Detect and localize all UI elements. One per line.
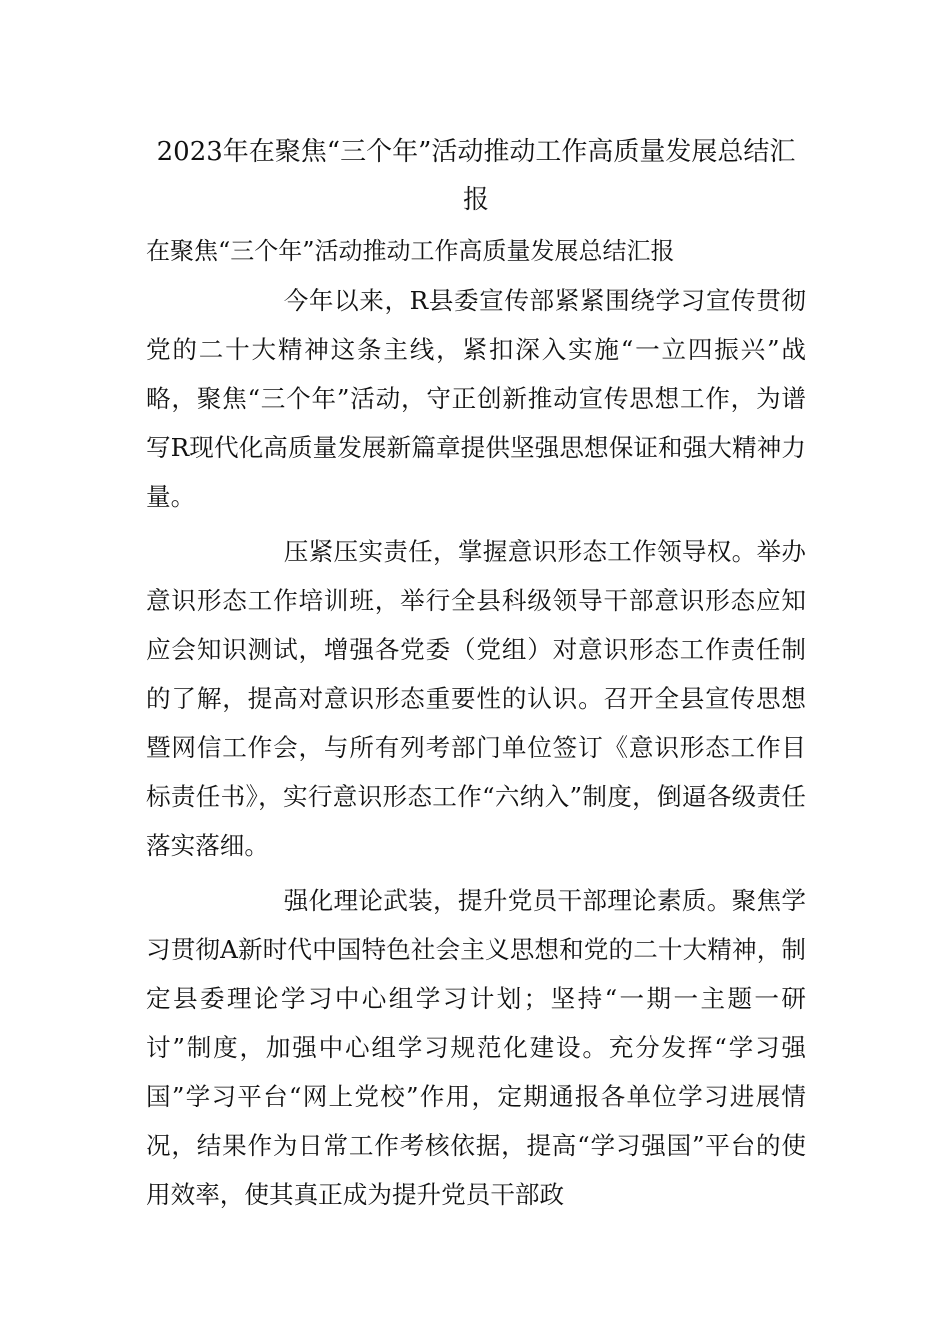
document-page: [146, 128, 806, 1219]
document-title: 2023年在聚焦“三个年”活动推动工作高质量发展总结汇报: [156, 137, 796, 215]
paragraph-intro: 今年以来，R县委宣传部紧紧围绕学习宣传贯彻党的二十大精神这条主线，紧扣深入实施“一立四振兴”战略，聚焦“三个年”活动，守正创新推动宣传思想工作，为谱写R现代化高质量发展新篇章提供坚强思想保证和强大精神力量。: [146, 286, 806, 511]
document-subtitle: 在聚焦“三个年”活动推动工作高质量发展总结汇报: [146, 237, 675, 265]
paragraph-responsibility: 压紧压实责任，掌握意识形态工作领导权。举办意识形态工作培训班，举行全县科级领导干部意识形态应知应会知识测试，增强各党委（党组）对意识形态工作责任制的了解，提高对意识形态重要性的认识。召开全县宣传思想暨网信工作会，与所有列考部门单位签订《意识形态工作目标责任书》，实行意识形态工作“六纳入”制度，倒逼各级责任落实落细。: [146, 537, 806, 860]
paragraph-theory: 强化理论武装，提升党员干部理论素质。聚焦学习贯彻A新时代中国特色社会主义思想和党的二十大精神，制定县委理论学习中心组学习计划；坚持“一期一主题一研讨”制度，加强中心组学习规范化建设。充分发挥“学习强国”学习平台“网上党校”作用，定期通报各单位学习进展情况，结果作为日常工作考核依据，提高“学习强国”平台的使用效率，使其真正成为提升党员干部政: [146, 886, 806, 1209]
